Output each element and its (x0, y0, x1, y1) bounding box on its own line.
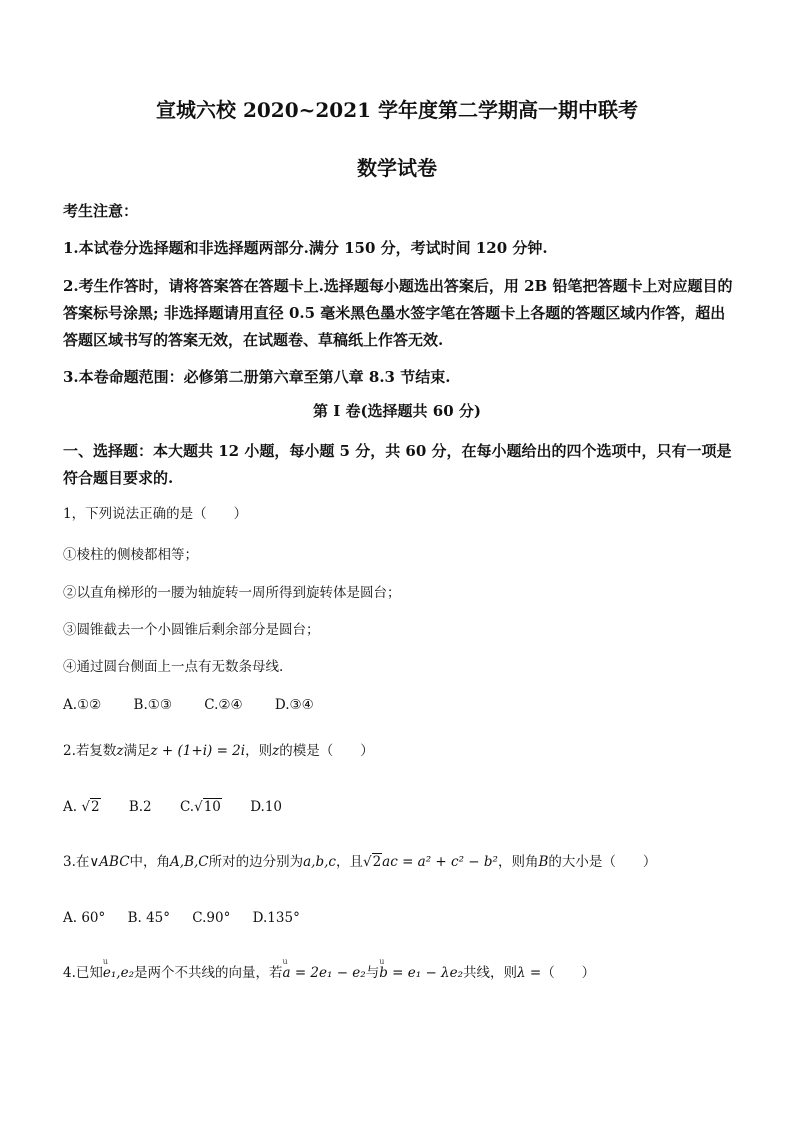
q3-angles: A,B,C (170, 854, 209, 870)
exam-title: 宣城六校 2020~2021 学年度第二学期高一期中联考 (155, 98, 638, 122)
q2-var-z: z (116, 743, 124, 759)
q3-text-6: 的大小是（ ） (548, 854, 657, 870)
q3-options (63, 908, 300, 928)
q3-triangle: ∨ABC (89, 854, 130, 870)
q3-sqrt: √2 (362, 854, 382, 870)
q1-options (63, 695, 314, 715)
q4-stem (63, 963, 595, 983)
q1-statement-3: ③圆锥截去一个小圆锥后剩余部分是圆台； (63, 622, 320, 638)
q4-text-4: 共线，则 (463, 965, 518, 981)
q2-option-d: D.10 (250, 799, 282, 815)
q4-vector-a-equation: u a = 2e₁ − e₂ (282, 963, 365, 983)
section-title: 第 I 卷(选择题共 60 分) (313, 402, 481, 420)
q2-option-a-radicand: 2 (90, 799, 100, 815)
q1-statement-2: ②以直角梯形的一腰为轴旋转一周所得到旋转体是圆台； (63, 585, 401, 601)
q1-option-a: A.①② (63, 697, 102, 713)
q1-statement-4: ④通过圆台侧面上一点有无数条母线. (63, 659, 284, 675)
q2-var-z-2: z (272, 743, 280, 759)
q1-stem: 1，下列说法正确的是（ ） (63, 506, 248, 522)
notice-item-3: 3.本卷命题范围：必修第二册第六章至第八章 8.3 节结束. (63, 368, 451, 386)
q2-option-c-radicand: 10 (203, 799, 221, 815)
q2-text-4: 的模是（ ） (279, 743, 374, 759)
q3-radicand: 2 (372, 854, 382, 870)
q4-text-5: （ ） (541, 965, 596, 981)
q2-text-1: 2.若复数 (63, 743, 117, 759)
q4-vectors-e: u e₁,e₂ (103, 963, 134, 983)
q4-text-3: 与 (365, 965, 380, 981)
q2-option-a-sqrt: √2 (81, 799, 100, 815)
q2-equation: z + (1+i) = 2i (150, 743, 246, 759)
exam-subtitle: 数学试卷 (357, 156, 437, 180)
q3-equation: ac = a² + c² − b² (382, 854, 498, 870)
notice-heading: 考生注意： (63, 202, 139, 220)
q3-sides: a,b,c (303, 854, 336, 870)
q3-stem (63, 852, 656, 872)
q3-text-4: ，且 (335, 854, 363, 870)
q3-text-3: 所对的边分别为 (208, 854, 304, 870)
q2-text-3: ，则 (245, 743, 273, 759)
notice-item-2: 2.考生作答时，请将答案答在答题卡上.选择题每小题选出答案后，用 2B 铅笔把答题卡上对应题目的答案标号涂黑; 非选择题请用直径 0.5 毫米黑色墨水签字笔在答题卡上各题的答题区域内作答，超出答题区域书写的答案无效，在试题卷、草稿纸上作答无效. (63, 277, 733, 349)
q2-stem (63, 741, 374, 761)
q4-lambda: λ = (517, 965, 542, 981)
q1-option-c: C.②④ (204, 697, 243, 713)
q3-text-5: ，则角 (497, 854, 539, 870)
q2-option-a-label: A. (63, 799, 78, 815)
q2-option-c-label: C. (179, 799, 195, 815)
q3-option-d: D.135° (252, 910, 300, 926)
q2-option-a (63, 799, 101, 815)
q1-statement-1: ①棱柱的侧棱都相等； (63, 547, 198, 563)
q4-vector-b-equation: u b = e₁ − λe₂ (379, 963, 463, 983)
q1-option-d: D.③④ (274, 697, 314, 713)
q2-option-b: B.2 (128, 799, 152, 815)
section-part1-instructions: 一、选择题：本大题共 12 小题，每小题 5 分，共 60 分，在每小题给出的四个选项中，只有一项是符合题目要求的. (63, 442, 732, 487)
notice-item-1: 1.本试卷分选择题和非选择题两部分.满分 150 分，考试时间 120 分钟. (63, 239, 548, 257)
q3-option-b: B. 45° (127, 910, 170, 926)
q2-text-2: 满足 (123, 743, 151, 759)
q4-text-2: 是两个不共线的向量，若 (133, 965, 283, 981)
q3-text-1: 3.在 (63, 854, 90, 870)
q2-option-c (180, 799, 222, 815)
q3-var-b: B (538, 854, 549, 870)
q2-options (63, 797, 282, 817)
q2-option-c-sqrt: √10 (194, 799, 221, 815)
q3-text-2: 中，角 (129, 854, 171, 870)
q3-option-c: C.90° (192, 910, 231, 926)
q1-option-b: B.①③ (133, 697, 172, 713)
q4-text-1: 4.已知 (63, 965, 103, 981)
q3-option-a: A. 60° (63, 910, 106, 926)
